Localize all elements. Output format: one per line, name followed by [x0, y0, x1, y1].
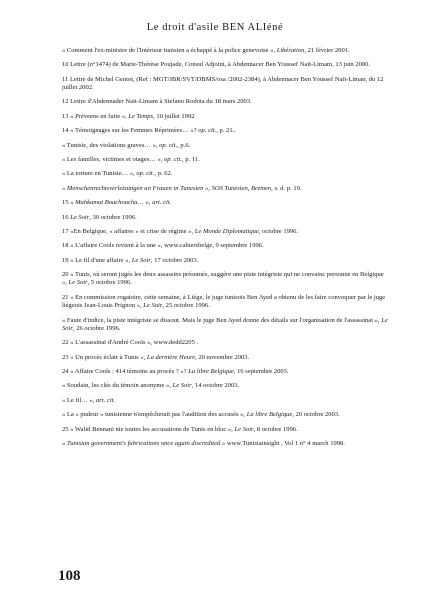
footnote-text: 17 «En Belgique, « affaires » et crise de régime »,	[62, 227, 195, 235]
footnote-text: 21 « En commission rogatoire, cette semaine, à Liège, le juge tunisois Ben Ayed a obtenu de les faire convoquer par le juge liégeois Jean-Louis Prignon »,	[62, 293, 386, 310]
footnote-text: « Le fil… »,	[62, 396, 97, 404]
footnote	[62, 294, 388, 311]
footnote-italic-text: Le Temps	[128, 112, 154, 120]
footnote	[62, 185, 388, 193]
footnote-text: 10 Lettre (n°1474) de Marie-Thérèse Poujade, Consul Adjoint, à Abdennacer Ben Youssef Nait-Limam, 13 juin 2000.	[62, 61, 371, 69]
footnote-text: , 30 octobre 1996.	[89, 213, 137, 221]
footnote-italic-text: La libre Belgique	[246, 411, 293, 419]
footnote-text: 12 Lettre d'Abdennader Nait-Limam à Stefano Rodota du 18 mars 2003.	[62, 98, 252, 106]
footnote-italic-text: « Menschenrechtsverletzungen an Frauen in Tunesien », SOS Tunesien, Bremen	[62, 184, 272, 192]
footnote-italic-text: Tunisian government's fabrications once again discredited	[66, 439, 221, 447]
footnote-text: 20 « Tunis, où seront jugés les deux assassins présumés, suggère une piste intégriste qui ne convainc personne en Belgique »,	[62, 271, 384, 287]
footnote-text: , 21 février 2001.	[304, 47, 350, 54]
footnote-text: 19 « Le fil d'une affaire »,	[62, 256, 132, 264]
footnote-text: , s. d. p. 19.	[271, 184, 302, 192]
footnote	[62, 156, 388, 164]
footnote-text: « La « pudeur » tunisienne n'empêcherait pas l'audition des accusés »,	[62, 411, 247, 419]
footnote	[62, 76, 388, 93]
footnote-text: » www.Tunisiainsight , Vol 1 n° 4 march 1998.	[220, 439, 345, 447]
footnote-italic-text: art. cit.	[152, 199, 172, 207]
footnote-text: , 20 octobre 2003.	[292, 411, 340, 419]
footnote	[62, 228, 388, 236]
footnote-italic-text: Libération	[276, 47, 305, 54]
footnote-text: 11 Lettre de Michel Gentot, (Ref : MGT/JBR/SVT/DBMS/osa /2002-2384), à Abdennacer Ben Youssef Nait-Liman, du 12 juillet 2002.	[62, 75, 384, 92]
footnote-text: 13 « Préveens en fuite »,	[62, 112, 129, 120]
footnote-text: , 17 octobre 2003.	[150, 256, 199, 264]
footnote	[62, 354, 388, 362]
footnote	[62, 257, 388, 265]
footnote-text: , 8 octobre 1996.	[253, 425, 298, 433]
footnote-text: 24 « Affaire Cools : 414 témoins au procès ? »?	[62, 368, 189, 375]
footnote-italic-text: La libre Belgique	[188, 368, 234, 375]
footnote	[62, 242, 388, 250]
footnote-text: 14 « Témoignages sur les Femmes Réprimées… »?	[62, 127, 199, 135]
footnote-text: , 5 octobre 1996.	[87, 279, 132, 287]
footnote-text: «	[62, 439, 67, 447]
footnote-text: , p. 11.	[182, 156, 200, 164]
footnote-text: « Faute d'indice, la piste intégriste se dissout. Mais le juge Ben Ayed donne des détails sur l'organisation de l'assassinat »,	[62, 316, 382, 324]
footnote-text: 18 « L'affaire Cools revient à la une », www.cahiersbelge, 9 septembre 1996.	[62, 242, 264, 250]
footnote-italic-text: Le Monde Diplomatique	[194, 227, 259, 235]
footnote-text: , octobre 1996.	[258, 227, 299, 235]
footnote	[62, 317, 388, 334]
footnote	[62, 170, 388, 178]
footnote-italic-text: art. cit.	[96, 396, 116, 404]
footnote-text: « Soudain, les clés du témoin anonyme »,	[62, 382, 173, 390]
footnote	[62, 397, 388, 405]
footnote	[62, 440, 388, 448]
footnote	[62, 127, 388, 135]
footnote	[62, 98, 388, 106]
footnote-text: 23 « Un procès éclair à Tunis »,	[62, 353, 147, 361]
footnote-text: , 16 septembre 2003.	[233, 368, 289, 375]
footnote	[62, 214, 388, 222]
footnote-text: 15 «	[62, 199, 76, 207]
footnote-text: , 20 novembre 2003.	[195, 353, 250, 361]
footnote-text: , p.6.	[177, 141, 191, 149]
footnote-italic-text: Mahkamat Bouchoucha	[75, 199, 138, 207]
footnote-italic-text: Le Soir	[172, 382, 192, 390]
footnote	[62, 411, 388, 419]
footnote-text: 16	[62, 213, 71, 221]
footnote-text: « Les familles, victimes et otages… »,	[62, 156, 164, 164]
footnote-text: , p. 21..	[216, 127, 236, 135]
footnote-italic-text: Le Soir	[70, 213, 90, 221]
footnote-text: , 25 octobre 1996.	[162, 302, 210, 310]
footnote	[62, 426, 388, 434]
footnote-italic-text: Le Soir	[143, 302, 163, 310]
footnote-italic-text: op. cit.	[159, 141, 178, 149]
footnote-text: « La torture en Tunisie… »,	[62, 170, 137, 178]
footnote-italic-text: Le Soir	[234, 425, 254, 433]
footnote-text: « Comment l'ex-ministre de l'Intérieur tunisien a échappé à la police genevoise »,	[62, 47, 277, 54]
footnote-italic-text: op. cit.	[198, 127, 217, 135]
footnote	[62, 113, 388, 121]
footnote-text: « Tunisie, des violations graves… »,	[62, 141, 160, 149]
footnote-text: 25 « Walid Bennani nie toutes les accusations de Tunis en bloc »,	[62, 425, 235, 433]
footnote-italic-text: Le Soir	[68, 279, 88, 287]
footnote-text: , 26 octobre 1996.	[72, 324, 121, 332]
footnote	[62, 339, 388, 347]
footnote	[62, 271, 388, 288]
page-number: 108	[58, 568, 81, 584]
footnote-text: , 10 juillet 1992	[153, 112, 195, 120]
footnote-italic-text: Le Soir	[131, 256, 151, 264]
footnote-text: , 14 octobre 2003.	[191, 382, 240, 390]
footnote	[62, 199, 388, 207]
footnote	[62, 47, 388, 55]
footnote	[62, 368, 388, 376]
footnote	[62, 142, 388, 150]
footnote-text: 22 « L'assassinat d'André Cools », www.dedd2205 .	[62, 339, 199, 347]
footnote-italic-text: op. cit.	[136, 170, 155, 178]
footnotes-list	[62, 47, 388, 454]
footnote	[62, 61, 388, 69]
running-head: Le droit d'asile BEN ALIéné	[146, 22, 284, 33]
footnote-italic-text: op. cit.	[164, 156, 183, 164]
footnote-italic-text: Le Soir	[62, 316, 388, 332]
footnote-italic-text: La dernière Heure	[146, 353, 196, 361]
footnote	[62, 382, 388, 390]
footnote-text: … »,	[137, 199, 153, 207]
footnote-text: , p. 62.	[154, 170, 173, 178]
